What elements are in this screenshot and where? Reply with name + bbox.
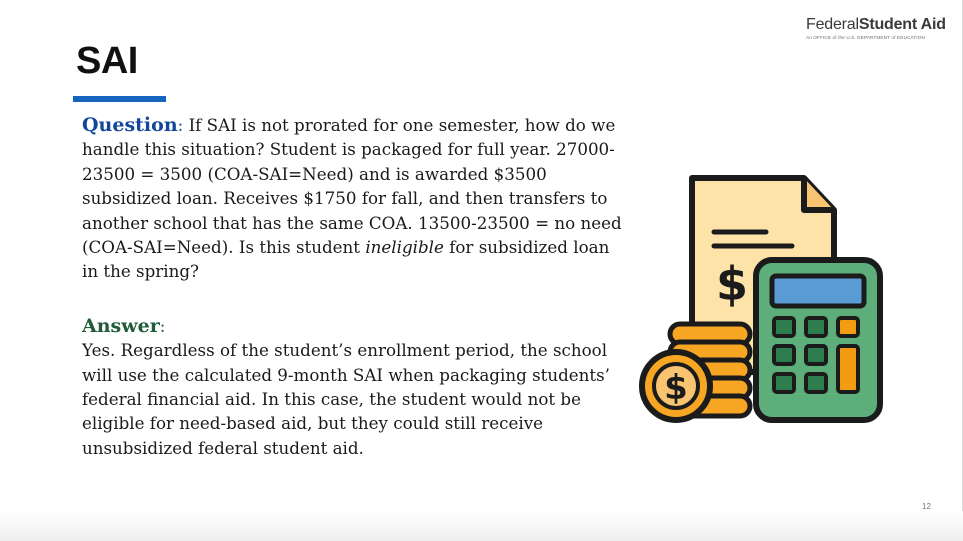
answer-colon: : (159, 315, 166, 336)
slide-title: SAI (76, 40, 138, 82)
answer-text: Yes. Regardless of the student’s enrollment period, the school will use the calculated 9-month SAI when packaging students’ federal financial aid. In this case, the student would not be eligible for need-based aid, but they could still receive unsubsidized federal student aid. (82, 340, 610, 458)
question-colon: : (177, 115, 184, 135)
question-paragraph (82, 113, 622, 284)
document-dollar-glyph: $ (715, 257, 749, 311)
logo-tagline: An OFFICE of the U.S. DEPARTMENT of EDUCATION (806, 35, 925, 40)
calculator-icon (756, 260, 880, 420)
coin-stack-icon (642, 324, 750, 420)
question-emphasis: ineligible (365, 237, 444, 258)
coin-dollar-glyph: $ (664, 368, 688, 408)
title-underline (73, 96, 166, 102)
logo-word-bold: Student Aid (858, 16, 946, 33)
answer-label: Answer (82, 314, 160, 337)
answer-block (82, 314, 622, 460)
footer-shade (0, 511, 963, 541)
logo-wordmark (806, 16, 946, 34)
finance-illustration (636, 172, 888, 428)
answer-heading (82, 314, 622, 338)
federal-student-aid-logo (806, 16, 946, 40)
question-text: If SAI is not prorated for one semester, how do we handle this situation? Student is packaged for full year. 27000-23500 = 3500 (COA-SAI=Need) and is awarded $3500 subsidized loan. Receives $1750 for fall, and then transfers to another school that has the same COA. 13500-23500 = no need (COA-SAI=Need). Is this student (82, 115, 622, 258)
page-number: 12 (922, 502, 931, 511)
qa-content (82, 113, 622, 460)
question-text-end: for subsidized loan in the spring? (82, 237, 610, 282)
question-label: Question (82, 114, 178, 136)
logo-word-regular: Federal (806, 16, 859, 33)
